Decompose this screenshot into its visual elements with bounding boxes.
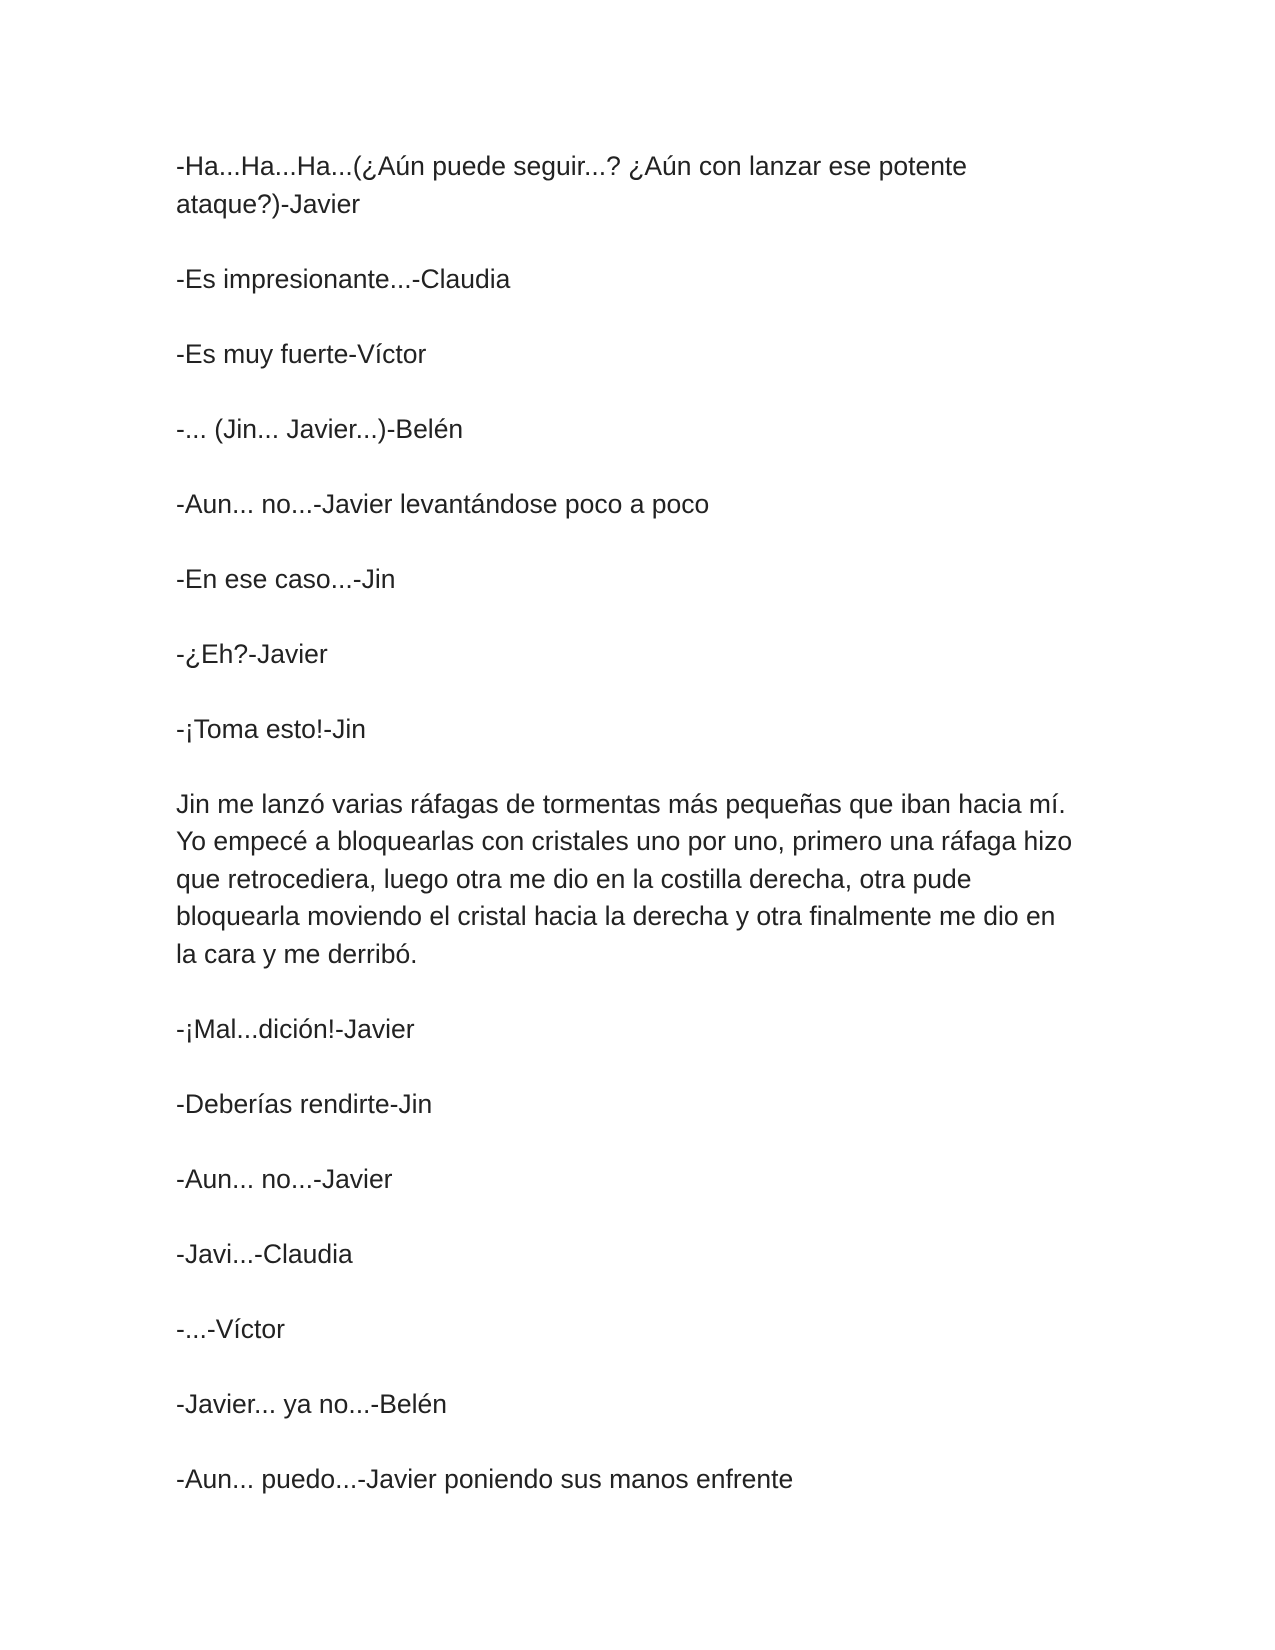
dialogue-line: -Javier... ya no...-Belén [176,1388,448,1419]
dialogue-line: -...-Víctor [176,1313,285,1344]
dialogue-line: -Aun... no...-Javier levantándose poco a poco [176,488,710,519]
dialogue-line: -Ha...Ha...Ha...(¿Aún puede seguir...? ¿Aún con lanzar ese potente ataque?)-Javier [176,151,968,219]
dialogue-line: -¡Mal...dición!-Javier [176,1013,415,1044]
dialogue-line: -Javi...-Claudia [176,1238,353,1269]
document-body [176,148,1076,1536]
dialogue-line: -... (Jin... Javier...)-Belén [176,413,464,444]
dialogue-line: -¡Toma esto!-Jin [176,713,366,744]
dialogue-line: -Aun... no...-Javier [176,1163,393,1194]
narrative-paragraph: Jin me lanzó varias ráfagas de tormentas más pequeñas que iban hacia mí. Yo empecé a bloquearlas con cristales uno por uno, primero una ráfaga hizo que retrocediera, luego otra me dio en la costilla derecha, otra pude bloquearla moviendo el cristal hacia la derecha y otra finalmente me dio en la cara y me derribó. [176,788,1073,969]
dialogue-line: -¿Eh?-Javier [176,638,328,669]
dialogue-line: -Es muy fuerte-Víctor [176,338,427,369]
dialogue-line: -Aun... puedo...-Javier poniendo sus manos enfrente [176,1463,794,1494]
dialogue-line: -Es impresionante...-Claudia [176,263,511,294]
dialogue-line: -Deberías rendirte-Jin [176,1088,433,1119]
dialogue-line: -En ese caso...-Jin [176,563,396,594]
